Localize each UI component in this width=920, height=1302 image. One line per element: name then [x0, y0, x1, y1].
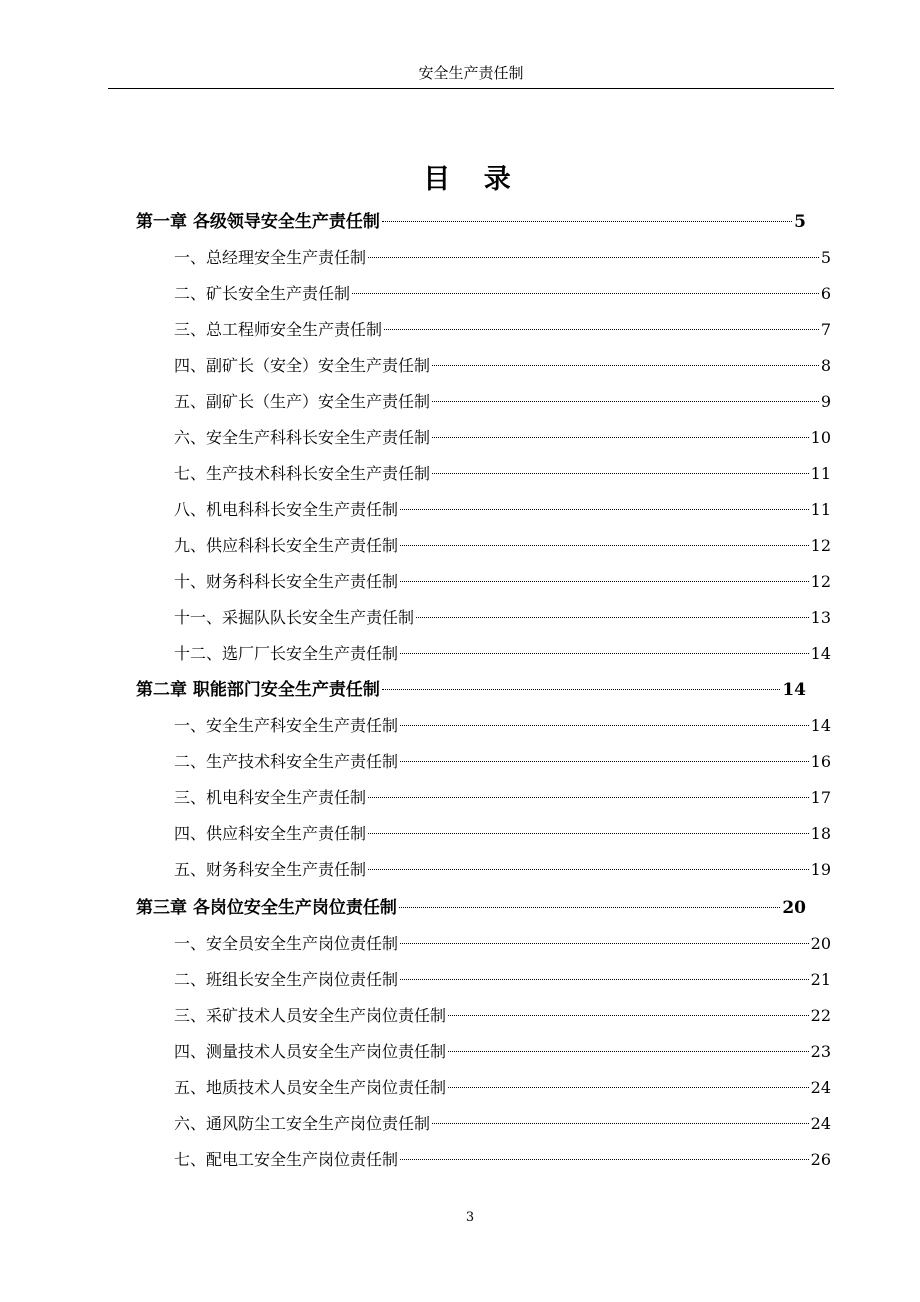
toc-entry-page: 12	[810, 572, 831, 591]
toc-entry-page: 9	[820, 392, 831, 411]
toc-entry[interactable]	[174, 708, 831, 744]
dot-leader	[368, 797, 809, 798]
dot-leader	[448, 1087, 809, 1088]
toc-entry[interactable]	[174, 600, 831, 636]
toc-entry[interactable]	[174, 492, 831, 528]
toc-entry[interactable]	[174, 636, 831, 672]
dot-leader	[400, 545, 809, 546]
dot-leader	[432, 1123, 809, 1124]
toc-entry-page: 14	[810, 716, 831, 735]
toc-entry-page: 16	[810, 752, 831, 771]
toc-entry[interactable]	[174, 240, 831, 276]
toc-entry[interactable]	[174, 420, 831, 456]
toc-entry[interactable]	[174, 564, 831, 600]
toc-entry[interactable]	[174, 816, 831, 852]
toc-entry[interactable]	[174, 528, 831, 564]
toc-entry-label: 二、班组长安全生产岗位责任制	[174, 970, 399, 989]
toc-entry-label: 十、财务科科长安全生产责任制	[174, 572, 399, 591]
toc-entry[interactable]	[136, 672, 806, 708]
toc-entry-page: 26	[810, 1150, 831, 1169]
toc-entry-page: 5	[820, 248, 831, 267]
toc-entry[interactable]	[174, 1070, 831, 1106]
toc-entry-page: 17	[810, 788, 831, 807]
toc-entry[interactable]	[174, 1034, 831, 1070]
dot-leader	[432, 401, 819, 402]
toc-entry[interactable]	[174, 1142, 831, 1178]
toc-entry-label: 五、地质技术人员安全生产岗位责任制	[174, 1078, 447, 1097]
header-rule	[108, 88, 834, 89]
dot-leader	[368, 833, 809, 834]
toc-entry-page: 12	[810, 536, 831, 555]
toc-entry-label: 一、总经理安全生产责任制	[174, 248, 367, 267]
toc-entry-label: 第一章 各级领导安全生产责任制	[136, 212, 380, 232]
dot-leader	[432, 365, 819, 366]
toc-entry-page: 24	[810, 1078, 831, 1097]
toc-entry-page: 11	[810, 464, 831, 483]
toc-entry-label: 一、安全员安全生产岗位责任制	[174, 934, 399, 953]
running-header: 安全生产责任制	[418, 64, 524, 82]
dot-leader	[382, 221, 792, 222]
dot-leader	[382, 689, 780, 690]
toc-entry[interactable]	[174, 348, 831, 384]
toc-entry-label: 三、采矿技术人员安全生产岗位责任制	[174, 1006, 447, 1025]
toc-entry-page: 11	[810, 500, 831, 519]
dot-leader	[448, 1015, 809, 1016]
toc-entry[interactable]	[174, 456, 831, 492]
dot-leader	[400, 509, 809, 510]
toc-entry-page: 13	[810, 608, 831, 627]
dot-leader	[400, 979, 809, 980]
toc-entry-page: 24	[810, 1114, 831, 1133]
toc-entry-page: 21	[810, 970, 831, 989]
toc-entry-page: 20	[810, 934, 831, 953]
toc-entry-label: 十二、选厂厂长安全生产责任制	[174, 644, 399, 663]
toc-entry-page: 22	[810, 1006, 831, 1025]
toc-entry-page: 7	[820, 320, 831, 339]
page-number: 3	[465, 1210, 475, 1225]
toc-entry[interactable]	[136, 890, 806, 926]
dot-leader	[448, 1051, 809, 1052]
toc-entry[interactable]	[174, 276, 831, 312]
toc-entry-page: 20	[782, 898, 806, 918]
dot-leader	[400, 943, 809, 944]
dot-leader	[400, 1159, 809, 1160]
toc-entry-page: 19	[810, 860, 831, 879]
toc-entry[interactable]	[174, 780, 831, 816]
toc-entry[interactable]	[174, 852, 831, 888]
toc-entry-label: 六、通风防尘工安全生产岗位责任制	[174, 1114, 431, 1133]
toc-entry-label: 五、财务科安全生产责任制	[174, 860, 367, 879]
toc-title: 目 录	[423, 164, 523, 195]
toc-entry-page: 14	[810, 644, 831, 663]
toc-entry-label: 二、生产技术科安全生产责任制	[174, 752, 399, 771]
dot-leader	[400, 761, 809, 762]
toc-entry-page: 10	[810, 428, 831, 447]
toc-entry[interactable]	[174, 998, 831, 1034]
toc-entry-label: 三、机电科安全生产责任制	[174, 788, 367, 807]
dot-leader	[368, 257, 819, 258]
toc-entry-label: 八、机电科科长安全生产责任制	[174, 500, 399, 519]
toc-entry-label: 十一、采掘队队长安全生产责任制	[174, 608, 415, 627]
dot-leader	[352, 293, 819, 294]
toc-entry-label: 二、矿长安全生产责任制	[174, 284, 351, 303]
toc-entry-page: 18	[810, 824, 831, 843]
toc-entry-label: 九、供应科科长安全生产责任制	[174, 536, 399, 555]
dot-leader	[400, 725, 809, 726]
toc-entry[interactable]	[174, 926, 831, 962]
toc-entry-label: 三、总工程师安全生产责任制	[174, 320, 383, 339]
toc-entry-label: 四、测量技术人员安全生产岗位责任制	[174, 1042, 447, 1061]
dot-leader	[384, 329, 819, 330]
toc-entry-label: 一、安全生产科安全生产责任制	[174, 716, 399, 735]
dot-leader	[399, 907, 780, 908]
toc-entry-page: 8	[820, 356, 831, 375]
toc-entry-label: 四、供应科安全生产责任制	[174, 824, 367, 843]
toc-entry[interactable]	[174, 384, 831, 420]
toc-entry-label: 六、安全生产科科长安全生产责任制	[174, 428, 431, 447]
dot-leader	[432, 473, 809, 474]
toc-entry-label: 第三章 各岗位安全生产岗位责任制	[136, 898, 397, 918]
dot-leader	[416, 617, 809, 618]
dot-leader	[400, 653, 809, 654]
toc-entry-label: 七、配电工安全生产岗位责任制	[174, 1150, 399, 1169]
toc-entry-label: 五、副矿长（生产）安全生产责任制	[174, 392, 431, 411]
dot-leader	[400, 581, 809, 582]
toc-entry-page: 6	[820, 284, 831, 303]
dot-leader	[432, 437, 809, 438]
toc-entry-page: 23	[810, 1042, 831, 1061]
toc-entry-page: 14	[782, 680, 806, 700]
toc-entry[interactable]	[136, 204, 806, 240]
toc-entry-page: 5	[794, 212, 806, 232]
toc-entry-label: 七、生产技术科科长安全生产责任制	[174, 464, 431, 483]
toc-entry[interactable]	[174, 1106, 831, 1142]
toc-entry-label: 第二章 职能部门安全生产责任制	[136, 680, 380, 700]
toc-entry-label: 四、副矿长（安全）安全生产责任制	[174, 356, 431, 375]
toc-entry[interactable]	[174, 744, 831, 780]
dot-leader	[368, 869, 809, 870]
toc-entry[interactable]	[174, 312, 831, 348]
toc-entry[interactable]	[174, 962, 831, 998]
